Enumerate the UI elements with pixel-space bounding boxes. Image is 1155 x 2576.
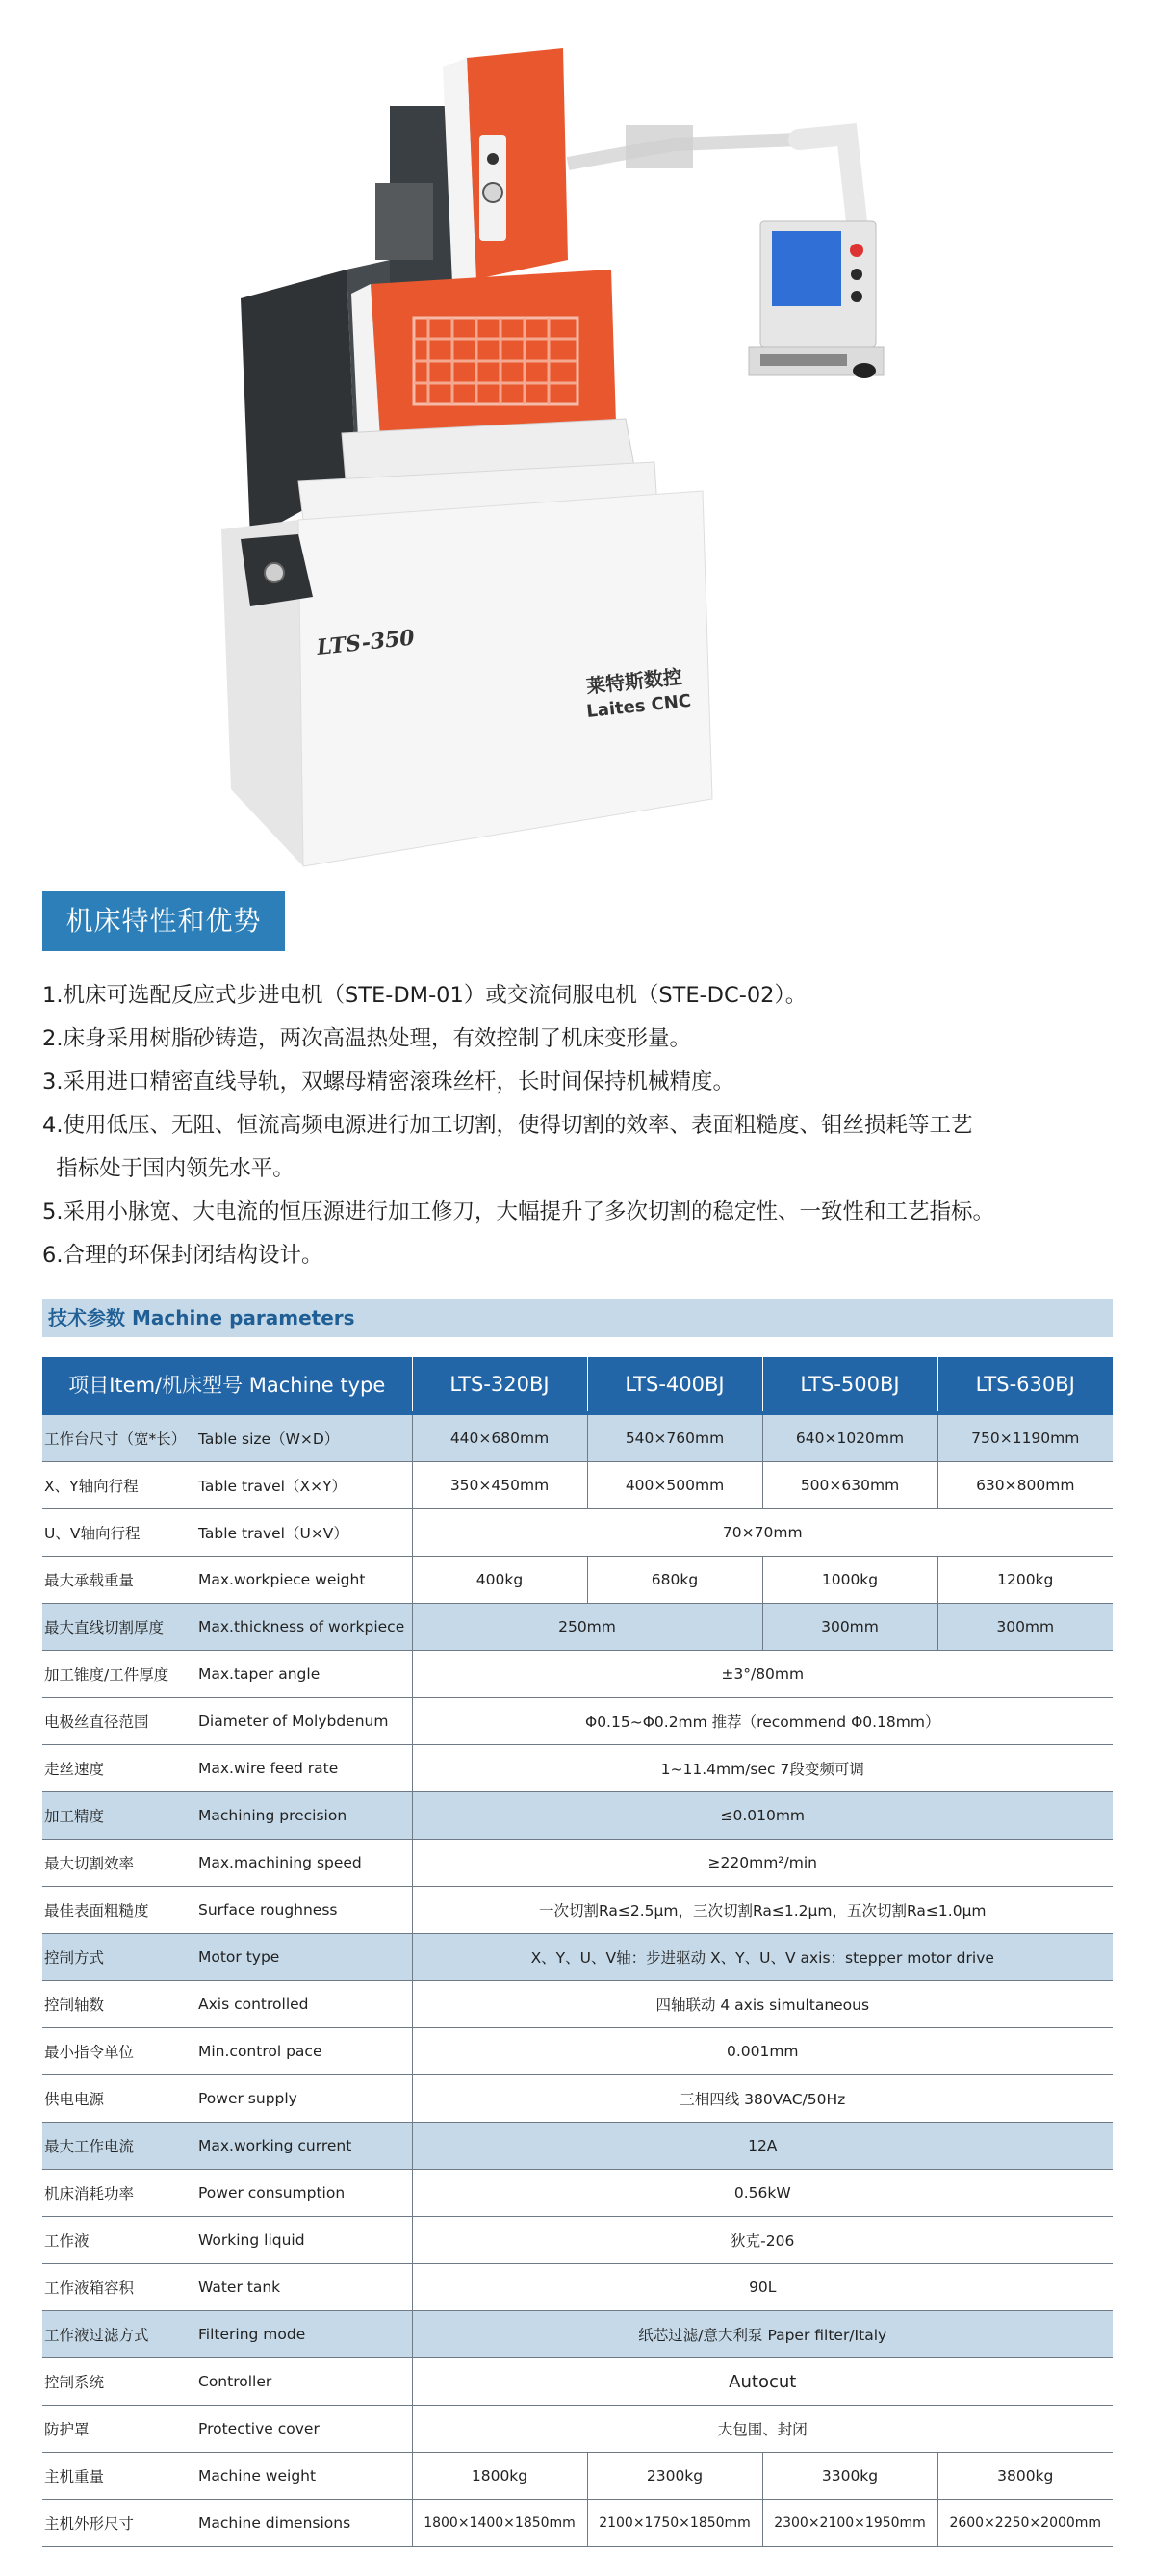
table-row bbox=[42, 2075, 1113, 2123]
row-label-cn: 控制方式 bbox=[42, 1934, 196, 1981]
row-label-en: Power supply bbox=[196, 2075, 412, 2123]
row-label-cn: 电极丝直径范围 bbox=[42, 1698, 196, 1745]
row-value: 大包围、封闭 bbox=[412, 2406, 1113, 2453]
header-model: LTS-500BJ bbox=[762, 1357, 937, 1413]
row-value: 1000kg bbox=[762, 1557, 937, 1604]
row-label-en: Protective cover bbox=[196, 2406, 412, 2453]
table-row bbox=[42, 1604, 1113, 1651]
row-label-en: Filtering mode bbox=[196, 2311, 412, 2358]
row-value: 3800kg bbox=[937, 2453, 1113, 2500]
row-value: 0.56kW bbox=[412, 2170, 1113, 2217]
row-value: 1800×1400×1850mm bbox=[412, 2500, 587, 2547]
row-label-en: Surface roughness bbox=[196, 1887, 412, 1934]
row-value: Autocut bbox=[412, 2358, 1113, 2406]
row-label-cn: 最大工作电流 bbox=[42, 2123, 196, 2170]
header-item: 项目Item/机床型号 Machine type bbox=[42, 1357, 412, 1413]
header-model: LTS-400BJ bbox=[587, 1357, 762, 1413]
table-row bbox=[42, 1698, 1113, 1745]
row-label-en: Max.machining speed bbox=[196, 1840, 412, 1887]
row-label-en: Controller bbox=[196, 2358, 412, 2406]
row-label-cn: 工作液 bbox=[42, 2217, 196, 2264]
row-value: 400×500mm bbox=[587, 1462, 762, 1509]
row-value: 一次切割Ra≤2.5μm，三次切割Ra≤1.2μm，五次切割Ra≤1.0μm bbox=[412, 1887, 1113, 1934]
row-label-en: Water tank bbox=[196, 2264, 412, 2311]
table-row bbox=[42, 1509, 1113, 1557]
row-label-cn: 加工锥度/工件厚度 bbox=[42, 1651, 196, 1698]
row-label-cn: 最大切割效率 bbox=[42, 1840, 196, 1887]
table-row bbox=[42, 1792, 1113, 1840]
row-label-en: Table travel（U×V） bbox=[196, 1509, 412, 1557]
row-value: 750×1190mm bbox=[937, 1413, 1113, 1462]
row-label-en: Max.working current bbox=[196, 2123, 412, 2170]
table-row bbox=[42, 1413, 1113, 1462]
row-label-en: Table size（W×D） bbox=[196, 1413, 412, 1462]
table-row bbox=[42, 1462, 1113, 1509]
row-value: 1200kg bbox=[937, 1557, 1113, 1604]
table-row bbox=[42, 2453, 1113, 2500]
row-value: X、Y、U、V轴：步进驱动 X、Y、U、V axis：stepper motor drive bbox=[412, 1934, 1113, 1981]
row-label-cn: 最大承载重量 bbox=[42, 1557, 196, 1604]
row-value: 2300kg bbox=[587, 2453, 762, 2500]
table-row bbox=[42, 1981, 1113, 2028]
table-row bbox=[42, 2406, 1113, 2453]
feature-item: 指标处于国内领先水平。 bbox=[42, 1156, 295, 1181]
row-label-en: Max.taper angle bbox=[196, 1651, 412, 1698]
row-label-cn: 主机外形尺寸 bbox=[42, 2500, 196, 2547]
table-row bbox=[42, 1840, 1113, 1887]
product-photo bbox=[221, 39, 953, 886]
row-label-cn: 工作台尺寸（宽*长） bbox=[42, 1413, 196, 1462]
row-label-en: Working liquid bbox=[196, 2217, 412, 2264]
row-value: 70×70mm bbox=[412, 1509, 1113, 1557]
table-row bbox=[42, 2123, 1113, 2170]
row-label-en: Machining precision bbox=[196, 1792, 412, 1840]
row-value: 2100×1750×1850mm bbox=[587, 2500, 762, 2547]
row-value: 0.001mm bbox=[412, 2028, 1113, 2075]
row-value: 1800kg bbox=[412, 2453, 587, 2500]
table-row bbox=[42, 2217, 1113, 2264]
row-label-en: Max.thickness of workpiece bbox=[196, 1604, 412, 1651]
row-value: Φ0.15~Φ0.2mm 推荐（recommend Φ0.18mm） bbox=[412, 1698, 1113, 1745]
header-model: LTS-320BJ bbox=[412, 1357, 587, 1413]
row-label-cn: 加工精度 bbox=[42, 1792, 196, 1840]
row-value: 400kg bbox=[412, 1557, 587, 1604]
table-row bbox=[42, 2311, 1113, 2358]
header-model: LTS-630BJ bbox=[937, 1357, 1113, 1413]
row-label-cn: 供电电源 bbox=[42, 2075, 196, 2123]
spec-body bbox=[42, 1413, 1113, 2547]
brand-label-en: Laites CNC bbox=[585, 690, 693, 722]
row-value: 纸芯过滤/意大利泵 Paper filter/Italy bbox=[412, 2311, 1113, 2358]
row-value: ≥220mm²/min bbox=[412, 1840, 1113, 1887]
row-value: 540×760mm bbox=[587, 1413, 762, 1462]
row-value: 2300×2100×1950mm bbox=[762, 2500, 937, 2547]
feature-item: 6.合理的环保封闭结构设计。 bbox=[42, 1243, 323, 1268]
row-value: 2600×2250×2000mm bbox=[937, 2500, 1113, 2547]
spec-header-row bbox=[42, 1357, 1113, 1413]
row-value: 350×450mm bbox=[412, 1462, 587, 1509]
row-value: ≤0.010mm bbox=[412, 1792, 1113, 1840]
row-value: 640×1020mm bbox=[762, 1413, 937, 1462]
row-value: 1~11.4mm/sec 7段变频可调 bbox=[412, 1745, 1113, 1792]
table-row bbox=[42, 1887, 1113, 1934]
row-label-en: Motor type bbox=[196, 1934, 412, 1981]
row-label-cn: 最小指令单位 bbox=[42, 2028, 196, 2075]
row-value: 300mm bbox=[762, 1604, 937, 1651]
pendant-arm bbox=[799, 135, 857, 221]
brand-label-cn: 莱特斯数控 bbox=[585, 664, 683, 698]
row-value: 630×800mm bbox=[937, 1462, 1113, 1509]
row-value: 680kg bbox=[587, 1557, 762, 1604]
row-value: 250mm bbox=[412, 1604, 762, 1651]
row-label-en: Machine weight bbox=[196, 2453, 412, 2500]
row-label-cn: 工作液过滤方式 bbox=[42, 2311, 196, 2358]
table-row bbox=[42, 2028, 1113, 2075]
work-tank-cage bbox=[371, 270, 616, 438]
table-row bbox=[42, 2500, 1113, 2547]
row-label-cn: 工作液箱容积 bbox=[42, 2264, 196, 2311]
row-label-en: Power consumption bbox=[196, 2170, 412, 2217]
row-label-en: Table travel（X×Y） bbox=[196, 1462, 412, 1509]
row-label-cn: 最大直线切割厚度 bbox=[42, 1604, 196, 1651]
table-row bbox=[42, 2264, 1113, 2311]
row-label-cn: 机床消耗功率 bbox=[42, 2170, 196, 2217]
table-row bbox=[42, 1745, 1113, 1792]
row-value: ±3°/80mm bbox=[412, 1651, 1113, 1698]
table-row bbox=[42, 2170, 1113, 2217]
row-label-en: Max.workpiece weight bbox=[196, 1557, 412, 1604]
row-value: 12A bbox=[412, 2123, 1113, 2170]
row-value: 440×680mm bbox=[412, 1413, 587, 1462]
row-value: 狄克-206 bbox=[412, 2217, 1113, 2264]
spec-table bbox=[42, 1357, 1113, 2547]
row-label-cn: 主机重量 bbox=[42, 2453, 196, 2500]
row-label-en: Diameter of Molybdenum bbox=[196, 1698, 412, 1745]
table-row bbox=[42, 2358, 1113, 2406]
row-label-cn: 走丝速度 bbox=[42, 1745, 196, 1792]
row-label-cn: X、Y轴向行程 bbox=[42, 1462, 196, 1509]
row-label-en: Axis controlled bbox=[196, 1981, 412, 2028]
row-label-en: Machine dimensions bbox=[196, 2500, 412, 2547]
model-label: LTS-350 bbox=[315, 625, 416, 660]
row-label-cn: 防护罩 bbox=[42, 2406, 196, 2453]
row-label-cn: 控制系统 bbox=[42, 2358, 196, 2406]
pendant-screen bbox=[772, 231, 841, 306]
row-label-en: Min.control pace bbox=[196, 2028, 412, 2075]
row-value: 四轴联动 4 axis simultaneous bbox=[412, 1981, 1113, 2028]
row-label-en: Max.wire feed rate bbox=[196, 1745, 412, 1792]
feature-list bbox=[42, 974, 1120, 1277]
feature-item: 1.机床可选配反应式步进电机（STE-DM-01）或交流伺服电机（STE-DC-02）。 bbox=[42, 983, 808, 1008]
table-row bbox=[42, 1557, 1113, 1604]
row-label-cn: U、V轴向行程 bbox=[42, 1509, 196, 1557]
row-label-cn: 控制轴数 bbox=[42, 1981, 196, 2028]
features-title: 机床特性和优势 bbox=[42, 891, 285, 951]
feature-item: 3.采用进口精密直线导轨，双螺母精密滚珠丝杆，长时间保持机械精度。 bbox=[42, 1069, 734, 1095]
table-row bbox=[42, 1934, 1113, 1981]
params-title: 技术参数 Machine parameters bbox=[42, 1299, 1113, 1337]
feature-item: 2.床身采用树脂砂铸造，两次高温热处理，有效控制了机床变形量。 bbox=[42, 1026, 691, 1051]
feature-item: 4.使用低压、无阻、恒流高频电源进行加工切割，使得切割的效率、表面粗糙度、钼丝损耗等工艺 bbox=[42, 1113, 973, 1138]
row-value: 3300kg bbox=[762, 2453, 937, 2500]
feature-item: 5.采用小脉宽、大电流的恒压源进行加工修刀，大幅提升了多次切割的稳定性、一致性和工艺指标。 bbox=[42, 1199, 994, 1224]
row-value: 300mm bbox=[937, 1604, 1113, 1651]
row-value: 500×630mm bbox=[762, 1462, 937, 1509]
row-label-cn: 最佳表面粗糙度 bbox=[42, 1887, 196, 1934]
row-value: 三相四线 380VAC/50Hz bbox=[412, 2075, 1113, 2123]
row-value: 90L bbox=[412, 2264, 1113, 2311]
table-row bbox=[42, 1651, 1113, 1698]
